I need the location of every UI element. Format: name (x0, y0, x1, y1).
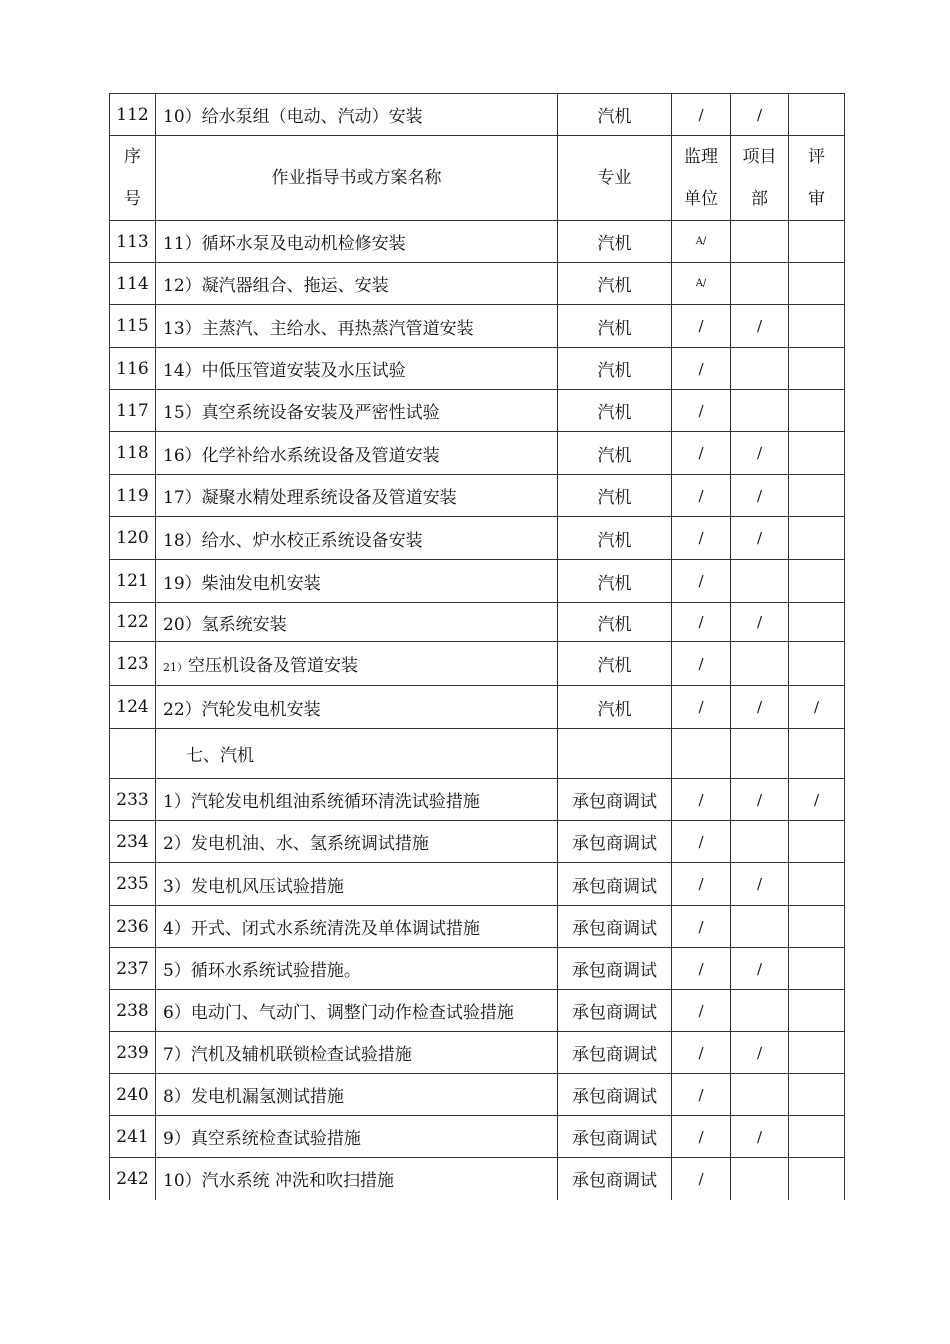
table-body (110, 94, 845, 1200)
row-supervisor-mark: / (672, 1074, 731, 1116)
row-discipline: 汽机 (558, 390, 672, 432)
row-name-prefix: 21） (163, 661, 188, 674)
row-project-dept-mark: / (731, 603, 789, 642)
row-supervisor-mark: / (672, 906, 731, 948)
row-name (156, 305, 558, 348)
table-row (110, 94, 845, 136)
table-row (110, 560, 845, 603)
row-review-mark (789, 1158, 845, 1200)
row-name-text: 4）开式、闭式水系统清洗及单体调试措施 (163, 919, 480, 939)
row-supervisor-mark: / (672, 821, 731, 863)
row-discipline: 汽机 (558, 263, 672, 305)
row-project-dept-mark (731, 906, 789, 948)
row-project-dept-mark: / (731, 686, 789, 729)
row-supervisor-mark: / (672, 948, 731, 990)
row-name-text: 5）循环水系统试验措施。 (163, 961, 361, 981)
row-supervisor-mark (672, 729, 731, 779)
table-row (110, 603, 845, 642)
row-seq: 116 (110, 348, 156, 390)
row-project-dept-mark: / (731, 432, 789, 475)
row-name (156, 729, 558, 779)
row-project-dept-mark (731, 642, 789, 686)
header-name: 作业指导书或方案名称 (156, 136, 558, 221)
row-name-text: 17）凝聚水精处理系统设备及管道安装 (163, 488, 457, 508)
row-name (156, 990, 558, 1032)
row-discipline: 汽机 (558, 432, 672, 475)
row-name-text: 11）循环水泵及电动机检修安装 (163, 234, 406, 254)
row-project-dept-mark (731, 560, 789, 603)
row-discipline: 承包商调试 (558, 1158, 672, 1200)
row-name-text: 13）主蒸汽、主给水、再热蒸汽管道安装 (163, 318, 474, 339)
row-discipline: 承包商调试 (558, 948, 672, 990)
row-name-text: 12）凝汽器组合、拖运、安装 (163, 276, 389, 296)
table-row (110, 305, 845, 348)
row-name-text: 1）汽轮发电机组油系统循环清洗试验措施 (163, 792, 480, 812)
row-project-dept-mark (731, 390, 789, 432)
table-row (110, 432, 845, 475)
row-name (156, 432, 558, 475)
row-seq: 241 (110, 1116, 156, 1158)
row-discipline: 汽机 (558, 517, 672, 560)
row-name-text: 10）给水泵组（电动、汽动）安装 (163, 107, 423, 127)
row-name-text: 9）真空系统检查试验措施 (163, 1129, 361, 1149)
row-discipline: 汽机 (558, 305, 672, 348)
row-seq: 112 (110, 94, 156, 136)
row-review-mark: / (789, 779, 845, 821)
row-seq: 235 (110, 863, 156, 906)
row-supervisor-mark: / (672, 348, 731, 390)
row-name-text: 20）氢系统安装 (163, 614, 287, 635)
row-seq: 238 (110, 990, 156, 1032)
table-row (110, 948, 845, 990)
table-row (110, 821, 845, 863)
header-seq: 序号 (110, 136, 156, 221)
row-discipline: 承包商调试 (558, 779, 672, 821)
row-discipline: 汽机 (558, 686, 672, 729)
row-name (156, 821, 558, 863)
row-supervisor-mark: / (672, 517, 731, 560)
row-name (156, 906, 558, 948)
row-name (156, 263, 558, 305)
row-discipline: 汽机 (558, 642, 672, 686)
row-supervisor-mark: / (672, 432, 731, 475)
row-review-mark (789, 305, 845, 348)
table-row (110, 517, 845, 560)
row-name (156, 1032, 558, 1074)
row-seq: 117 (110, 390, 156, 432)
row-seq: 234 (110, 821, 156, 863)
row-review-mark (789, 390, 845, 432)
row-review-mark (789, 1116, 845, 1158)
row-name (156, 560, 558, 603)
table-row (110, 263, 845, 305)
row-discipline (558, 729, 672, 779)
row-discipline: 汽机 (558, 475, 672, 517)
row-review-mark (789, 263, 845, 305)
header-project-dept: 项目部 (731, 136, 789, 221)
row-review-mark (789, 348, 845, 390)
row-seq: 115 (110, 305, 156, 348)
row-supervisor-mark: / (672, 863, 731, 906)
table-row (110, 1074, 845, 1116)
header-discipline: 专业 (558, 136, 672, 221)
row-name-text: 15）真空系统设备安装及严密性试验 (163, 403, 440, 423)
row-supervisor-mark: / (672, 603, 731, 642)
row-project-dept-mark (731, 990, 789, 1032)
row-name (156, 642, 558, 686)
row-name-text: 6）电动门、气动门、调整门动作检查试验措施 (163, 1003, 514, 1023)
row-supervisor-mark: A/ (672, 221, 731, 263)
row-seq: 122 (110, 603, 156, 642)
row-supervisor-mark: / (672, 305, 731, 348)
row-name (156, 779, 558, 821)
row-review-mark (789, 94, 845, 136)
row-name (156, 686, 558, 729)
row-supervisor-mark: / (672, 1116, 731, 1158)
row-seq (110, 729, 156, 779)
table-row (110, 221, 845, 263)
row-review-mark (789, 475, 845, 517)
table-row (110, 642, 845, 686)
row-supervisor-mark: A/ (672, 263, 731, 305)
row-review-mark (789, 517, 845, 560)
table-row (110, 1032, 845, 1074)
row-discipline: 承包商调试 (558, 990, 672, 1032)
row-seq: 114 (110, 263, 156, 305)
row-name-text: 2）发电机油、水、氢系统调试措施 (163, 834, 429, 854)
row-seq: 118 (110, 432, 156, 475)
row-supervisor-mark: / (672, 390, 731, 432)
row-review-mark (789, 603, 845, 642)
row-project-dept-mark (731, 263, 789, 305)
row-seq: 236 (110, 906, 156, 948)
plan-table (109, 93, 845, 1200)
row-project-dept-mark: / (731, 517, 789, 560)
row-review-mark: / (789, 686, 845, 729)
row-project-dept-mark: / (731, 1116, 789, 1158)
row-supervisor-mark: / (672, 642, 731, 686)
row-name-text: 18）给水、炉水校正系统设备安装 (163, 530, 423, 551)
row-name (156, 348, 558, 390)
row-review-mark (789, 821, 845, 863)
row-name (156, 1116, 558, 1158)
row-supervisor-mark: / (672, 475, 731, 517)
row-review-mark (789, 642, 845, 686)
row-seq: 113 (110, 221, 156, 263)
row-review-mark (789, 948, 845, 990)
row-name (156, 948, 558, 990)
row-seq: 242 (110, 1158, 156, 1200)
row-discipline: 汽机 (558, 221, 672, 263)
row-review-mark (789, 729, 845, 779)
row-discipline: 汽机 (558, 348, 672, 390)
table-row (110, 906, 845, 948)
table-row (110, 348, 845, 390)
row-name-text: 10）汽水系统 冲洗和吹扫措施 (163, 1171, 395, 1192)
row-discipline: 承包商调试 (558, 1116, 672, 1158)
row-project-dept-mark: / (731, 94, 789, 136)
row-project-dept-mark: / (731, 863, 789, 906)
row-name-text: 七、汽机 (186, 746, 254, 766)
row-supervisor-mark: / (672, 560, 731, 603)
row-name-text: 16）化学补给水系统设备及管道安装 (163, 445, 440, 466)
row-name (156, 517, 558, 560)
row-name-text: 空压机设备及管道安装 (188, 656, 358, 676)
row-review-mark (789, 432, 845, 475)
row-project-dept-mark: / (731, 779, 789, 821)
row-name (156, 1074, 558, 1116)
row-project-dept-mark: / (731, 948, 789, 990)
row-discipline: 汽机 (558, 603, 672, 642)
table-header-row (110, 136, 845, 221)
row-project-dept-mark (731, 821, 789, 863)
row-seq: 240 (110, 1074, 156, 1116)
row-project-dept-mark: / (731, 1032, 789, 1074)
table-row (110, 475, 845, 517)
row-name (156, 1158, 558, 1200)
row-name (156, 475, 558, 517)
row-review-mark (789, 863, 845, 906)
row-seq: 121 (110, 560, 156, 603)
row-name-text: 8）发电机漏氢测试措施 (163, 1087, 344, 1107)
row-name (156, 94, 558, 136)
row-project-dept-mark: / (731, 475, 789, 517)
table-row (110, 1158, 845, 1200)
row-supervisor-mark: / (672, 1032, 731, 1074)
row-review-mark (789, 990, 845, 1032)
row-name (156, 221, 558, 263)
row-seq: 233 (110, 779, 156, 821)
row-project-dept-mark (731, 348, 789, 390)
row-discipline: 汽机 (558, 94, 672, 136)
row-name-text: 3）发电机风压试验措施 (163, 876, 344, 897)
row-supervisor-mark: / (672, 779, 731, 821)
row-discipline: 承包商调试 (558, 1074, 672, 1116)
row-review-mark (789, 1032, 845, 1074)
header-review: 评审 (789, 136, 845, 221)
row-review-mark (789, 906, 845, 948)
table-row (110, 1116, 845, 1158)
row-name (156, 603, 558, 642)
row-discipline: 承包商调试 (558, 1032, 672, 1074)
row-seq: 123 (110, 642, 156, 686)
row-discipline: 汽机 (558, 560, 672, 603)
row-name-text: 22）汽轮发电机安装 (163, 699, 321, 720)
row-name (156, 390, 558, 432)
table-row (110, 863, 845, 906)
row-supervisor-mark: / (672, 990, 731, 1032)
row-review-mark (789, 221, 845, 263)
row-project-dept-mark (731, 1074, 789, 1116)
row-project-dept-mark (731, 221, 789, 263)
row-seq: 119 (110, 475, 156, 517)
row-project-dept-mark: / (731, 305, 789, 348)
row-review-mark (789, 560, 845, 603)
row-seq: 239 (110, 1032, 156, 1074)
row-supervisor-mark: / (672, 1158, 731, 1200)
row-seq: 237 (110, 948, 156, 990)
row-seq: 120 (110, 517, 156, 560)
row-project-dept-mark (731, 1158, 789, 1200)
row-discipline: 承包商调试 (558, 821, 672, 863)
table-row (110, 990, 845, 1032)
row-seq: 124 (110, 686, 156, 729)
table-row (110, 779, 845, 821)
row-name-text: 7）汽机及辅机联锁检查试验措施 (163, 1045, 412, 1065)
row-discipline: 承包商调试 (558, 906, 672, 948)
row-project-dept-mark (731, 729, 789, 779)
row-review-mark (789, 1074, 845, 1116)
row-discipline: 承包商调试 (558, 863, 672, 906)
header-supervisor: 监理单位 (672, 136, 731, 221)
table-row (110, 390, 845, 432)
row-name (156, 863, 558, 906)
table-row (110, 686, 845, 729)
row-supervisor-mark: / (672, 94, 731, 136)
section-row (110, 729, 845, 779)
row-name-text: 19）柴油发电机安装 (163, 573, 321, 594)
row-name-text: 14）中低压管道安装及水压试验 (163, 361, 406, 381)
row-supervisor-mark: / (672, 686, 731, 729)
